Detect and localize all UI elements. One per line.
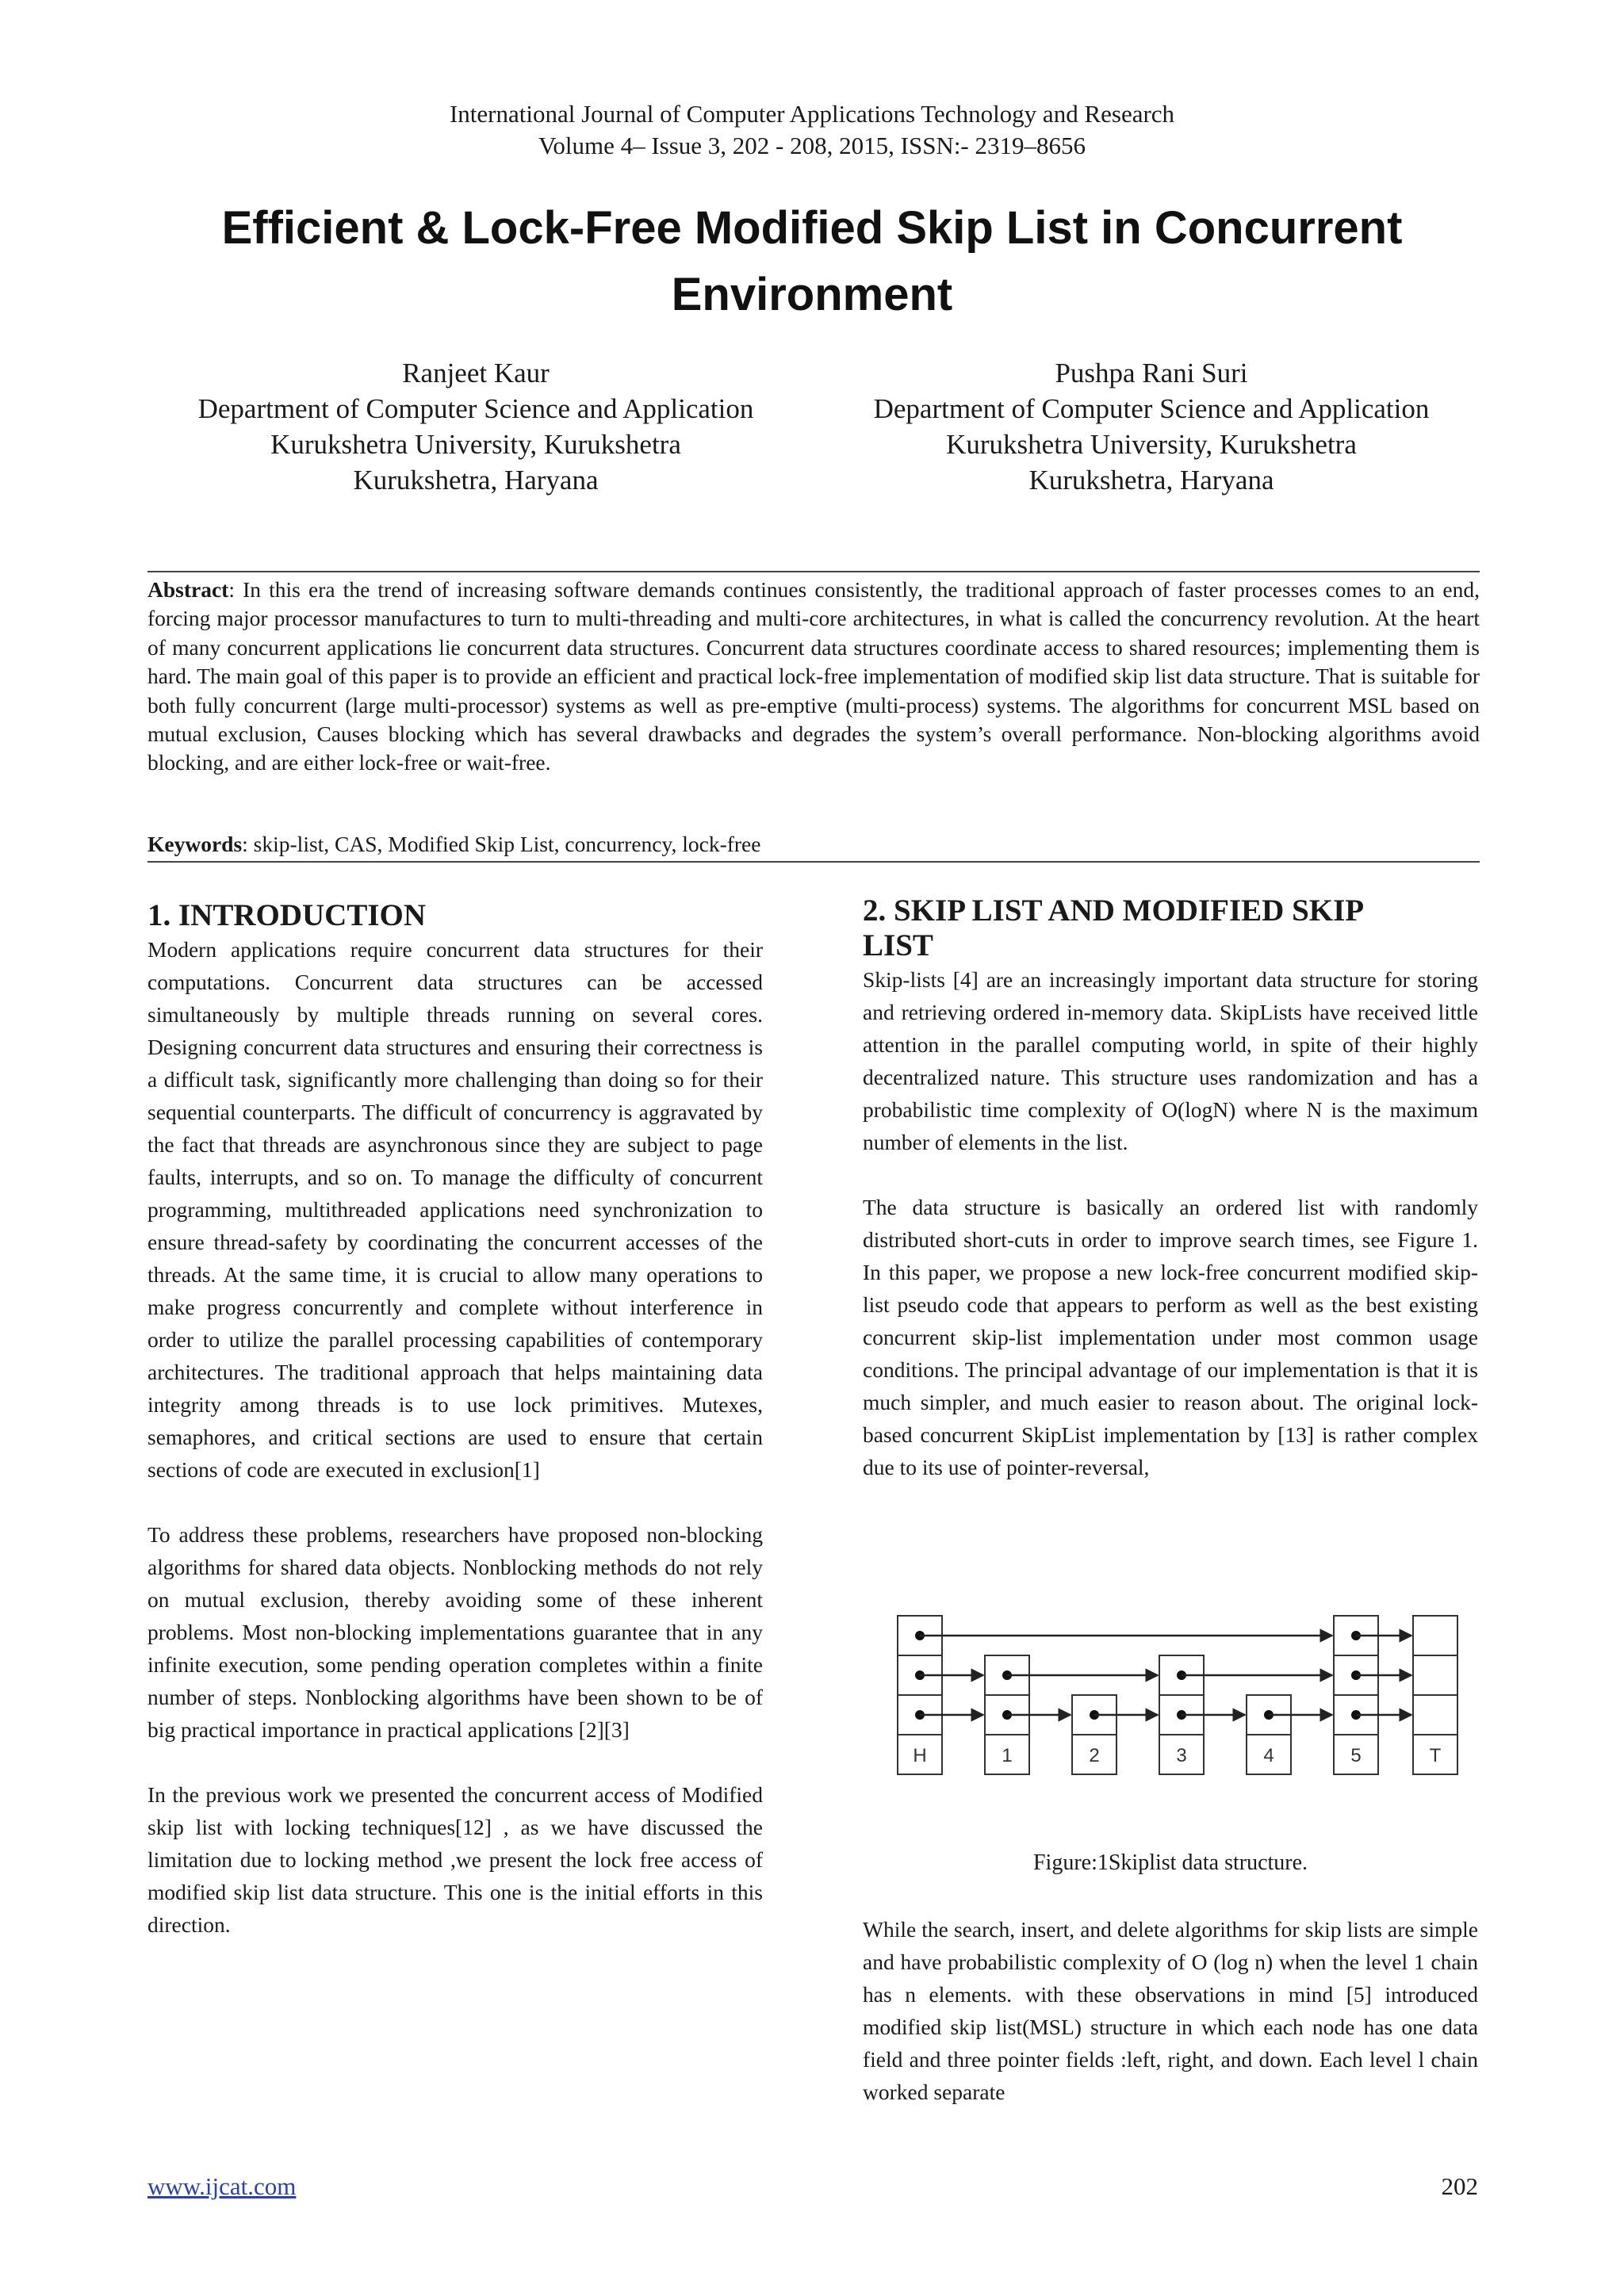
paragraph: In the previous work we presented the concurrent access of Modified skip list with locking techniques[12] , as we have discussed the limitation due to locking method ,we present the lock free access of modified skip list data structure. This one is the initial efforts in this direction. xyxy=(147,1782,763,1937)
keywords-text: : skip-list, CAS, Modified Skip List, concurrency, lock-free xyxy=(242,832,761,856)
author-department: Department of Computer Science and Application xyxy=(197,393,754,424)
author-university: Kurukshetra University, Kurukshetra xyxy=(946,429,1357,460)
abstract-top-rule xyxy=(147,571,1480,572)
paper-title-line2: Environment xyxy=(671,269,953,320)
author-department: Department of Computer Science and Application xyxy=(873,393,1430,424)
abstract-text: : In this era the trend of increasing software demands continues consistently, the traditional approach of faster processes comes to an end, forcing major processor manufactures to turn to multi-threading and multi-core architectures, in what is called the concurrency revolution. At the heart of many concurrent applications lie concurrent data structures. Concurrent data structures coordinate access to shared resources; implementing them is hard. The main goal of this paper is to provide an efficient and practical lock-free implementation of modified skip list data structure. That is suitable for both fully concurrent (large multi-processor) systems as well as pre-emptive (multi-process) systems. The algorithms for concurrent MSL based on mutual exclusion, Causes blocking which has several drawbacks and degrades the system’s overall performance. Non-blocking algorithms avoid blocking, and are either lock-free or wait-free. xyxy=(147,577,1480,775)
paragraph: Skip-lists [4] are an increasingly important data structure for storing and retrieving ordered in-memory data. SkipLists have received little attention in the parallel computing world, in spite of their highly decentralized nature. This structure uses randomization and has a probabilistic time complexity of O(logN) where N is the maximum number of elements in the list. xyxy=(863,967,1478,1154)
node-label: H xyxy=(913,1745,927,1766)
author-location: Kurukshetra, Haryana xyxy=(1028,465,1274,496)
abstract xyxy=(147,576,1480,778)
section-1 xyxy=(147,898,763,1941)
page-number: 202 xyxy=(1441,2172,1478,2200)
skiplist-cell xyxy=(1413,1616,1457,1655)
keywords xyxy=(147,830,1480,859)
node-label: 2 xyxy=(1089,1745,1100,1766)
skiplist-cell xyxy=(1413,1655,1457,1695)
paragraph: To address these problems, researchers have proposed non-blocking algorithms for shared data objects. Nonblocking methods do not rely on mutual exclusion, thereby avoiding some of these inherent problems. Most non-blocking implementations guarantee that in any infinite execution, some pending operation completes within a finite number of steps. Nonblocking algorithms have been shown to be of big practical importance in practical applications [2][3] xyxy=(147,1522,763,1742)
section-2 xyxy=(863,894,1478,1483)
author-location: Kurukshetra, Haryana xyxy=(353,465,599,496)
paragraph: Modern applications require concurrent data structures for their computations. Concurrent data structures can be accessed simultaneously by multiple threads running on several cores. Designing concurrent data structures and ensuring their correctness is a difficult task, significantly more challenging than doing so for their sequential counterparts. The difficult of concurrency is aggravated by the fact that threads are asynchronous since they are subject to page faults, interrupts, and so on. To manage the difficulty of concurrent programming, multithreaded applications need synchronization to ensure thread-safety by coordinating the concurrent accesses of the threads. At the same time, it is crucial to allow many operations to make progress concurrently and complete without interference in order to utilize the parallel processing capabilities of contemporary architectures. The traditional approach that helps maintaining data integrity among threads is to use lock primitives. Mutexes, semaphores, and critical sections are used to ensure that certain sections of code are executed in exclusion[1] xyxy=(147,937,763,1482)
journal-header xyxy=(0,98,1624,162)
section-1-heading: 1. INTRODUCTION xyxy=(147,898,427,932)
keywords-bottom-rule xyxy=(147,861,1480,863)
paper-title-line1: Efficient & Lock-Free Modified Skip List in Concurrent xyxy=(221,202,1403,254)
author-name: Pushpa Rani Suri xyxy=(1055,358,1248,388)
section-2-heading-line2: LIST xyxy=(863,928,933,962)
section-2-heading-line1: 2. SKIP LIST AND MODIFIED SKIP xyxy=(863,894,1365,928)
paragraph: The data structure is basically an ordered list with randomly distributed short-cuts in order to improve search times, see Figure 1. In this paper, we propose a new lock-free concurrent modified skip-list pseudo code that appears to perform as well as the best existing concurrent skip-list implementation under most common usage conditions. The principal advantage of our implementation is that it is much simpler, and much easier to reason about. The original lock-based concurrent SkipList implementation by [13] is rather complex due to its use of pointer-reversal, xyxy=(863,1195,1478,1479)
journal-name: International Journal of Computer Applications Technology and Research xyxy=(449,100,1175,128)
node-label: 3 xyxy=(1176,1745,1187,1766)
section-2-body xyxy=(863,963,1478,1483)
paper-title xyxy=(127,195,1497,328)
node-label: 5 xyxy=(1350,1745,1362,1766)
author-name: Ranjeet Kaur xyxy=(402,358,550,388)
author-university: Kurukshetra University, Kurukshetra xyxy=(270,429,681,460)
section-2-continued xyxy=(863,1913,1478,2108)
keywords-label: Keywords xyxy=(147,832,243,856)
author-block-2 xyxy=(802,355,1500,498)
paragraph: While the search, insert, and delete algorithms for skip lists are simple and have probabilistic complexity of O (log n) when the level 1 chain has n elements. with these observations in mind [5] introduced modified skip list(MSL) structure in which each node has one data field and three pointer fields :left, right, and down. Each level l chain worked separate xyxy=(863,1917,1478,2104)
journal-volume: Volume 4– Issue 3, 202 - 208, 2015, ISSN:- 2319–8656 xyxy=(538,132,1086,159)
abstract-label: Abstract xyxy=(147,577,229,602)
skiplist-figure xyxy=(887,1605,1465,1811)
journal-link[interactable]: www.ijcat.com xyxy=(147,2172,297,2200)
section-2-heading xyxy=(863,894,1478,963)
node-label: T xyxy=(1429,1745,1442,1766)
author-block-1 xyxy=(127,355,825,498)
section-1-body xyxy=(147,933,763,1941)
figure-caption: Figure:1Skiplist data structure. xyxy=(1032,1850,1308,1875)
node-label: 4 xyxy=(1263,1745,1274,1766)
skiplist-cell xyxy=(1413,1695,1457,1735)
node-label: 1 xyxy=(1002,1745,1013,1766)
